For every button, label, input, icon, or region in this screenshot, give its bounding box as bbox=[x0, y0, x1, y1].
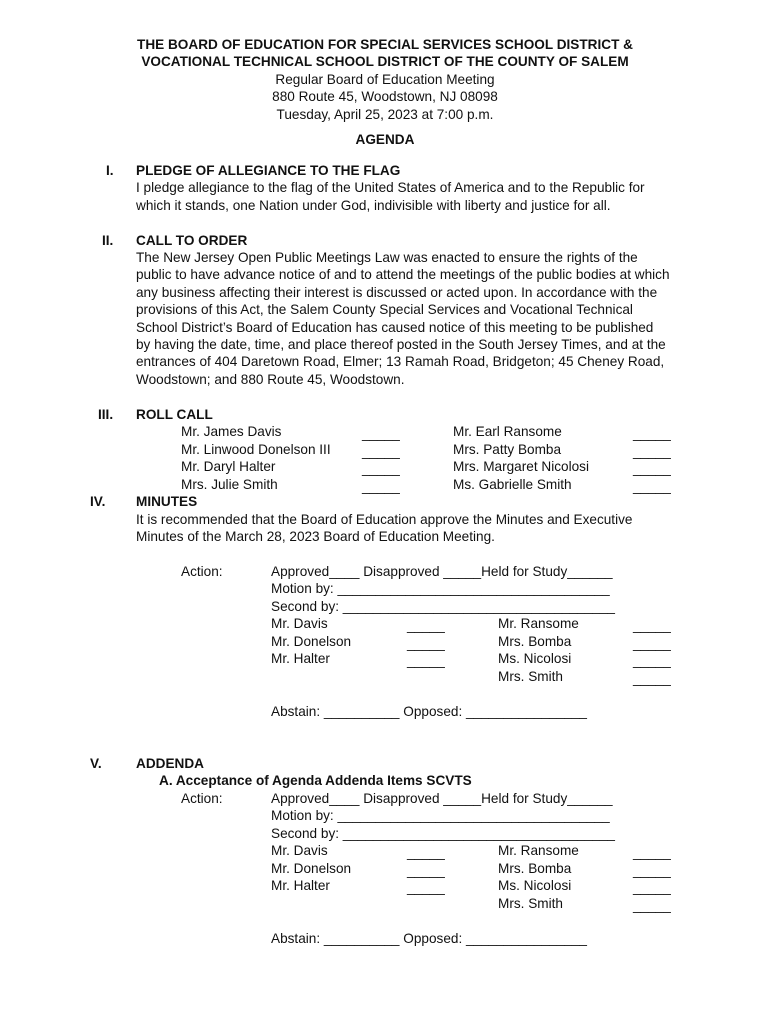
approval-options-line[interactable]: Approved____ Disapproved _____Held for Study______ bbox=[271, 564, 613, 579]
roll-member-name: Mr. James Davis bbox=[181, 424, 282, 439]
vote-member-name: Mr. Ransome bbox=[498, 616, 579, 631]
vote-blank-field[interactable]: _____ bbox=[407, 845, 445, 860]
call-text-line-8: Woodstown; and 880 Route 45, Woodstown. bbox=[136, 372, 405, 387]
document-header bbox=[0, 36, 770, 123]
vote-member-name: Mr. Davis bbox=[271, 616, 328, 631]
call-text-line-3: any business affecting their interest is discussed or acted upon. In accordance with the bbox=[136, 285, 658, 300]
section-title-pledge: PLEDGE OF ALLEGIANCE TO THE FLAG bbox=[136, 163, 401, 178]
section-title-roll-call: ROLL CALL bbox=[136, 407, 213, 422]
second-by-field[interactable]: Second by: ____________________________________ bbox=[271, 826, 615, 841]
vote-blank-field[interactable]: _____ bbox=[633, 636, 671, 651]
section-numeral-addenda: V. bbox=[90, 756, 102, 771]
vote-blank-field[interactable]: _____ bbox=[633, 880, 671, 895]
vote-blank-field[interactable]: _____ bbox=[633, 863, 671, 878]
roll-blank-field[interactable]: _____ bbox=[362, 426, 400, 441]
vote-blank-field[interactable]: _____ bbox=[633, 653, 671, 668]
roll-blank-field[interactable]: _____ bbox=[362, 479, 400, 494]
action-label: Action: bbox=[181, 791, 223, 806]
vote-blank-field[interactable]: _____ bbox=[407, 863, 445, 878]
header-meeting-type: Regular Board of Education Meeting bbox=[275, 71, 495, 87]
roll-blank-field[interactable]: _____ bbox=[633, 461, 671, 476]
roll-member-name: Ms. Gabrielle Smith bbox=[453, 477, 572, 492]
section-numeral-pledge: I. bbox=[106, 163, 114, 178]
vote-blank-field[interactable]: _____ bbox=[633, 671, 671, 686]
vote-blank-field[interactable]: _____ bbox=[407, 653, 445, 668]
vote-blank-field[interactable]: _____ bbox=[407, 618, 445, 633]
vote-member-name: Ms. Nicolosi bbox=[498, 651, 572, 666]
minutes-text-line-2: Minutes of the March 28, 2023 Board of Education Meeting. bbox=[136, 529, 495, 544]
addenda-subtitle: A. Acceptance of Agenda Addenda Items SCVTS bbox=[159, 773, 472, 788]
roll-blank-field[interactable]: _____ bbox=[633, 479, 671, 494]
call-text-line-1: The New Jersey Open Public Meetings Law was enacted to ensure the rights of the bbox=[136, 250, 638, 265]
action-label: Action: bbox=[181, 564, 223, 579]
pledge-text-line-2: which it stands, one Nation under God, indivisible with liberty and justice for all. bbox=[136, 198, 611, 213]
header-district-line-2: VOCATIONAL TECHNICAL SCHOOL DISTRICT OF THE COUNTY OF SALEM bbox=[141, 54, 629, 70]
call-text-line-7: entrances of 404 Daretown Road, Elmer; 13 Ramah Road, Bridgeton; 45 Cheney Road, bbox=[136, 354, 665, 369]
header-date-time: Tuesday, April 25, 2023 at 7:00 p.m. bbox=[276, 106, 494, 122]
roll-blank-field[interactable]: _____ bbox=[362, 444, 400, 459]
section-numeral-call-to-order: II. bbox=[102, 233, 114, 248]
section-title-call-to-order: CALL TO ORDER bbox=[136, 233, 248, 248]
roll-blank-field[interactable]: _____ bbox=[633, 426, 671, 441]
vote-member-name: Mr. Davis bbox=[271, 843, 328, 858]
vote-blank-field[interactable]: _____ bbox=[633, 898, 671, 913]
call-text-line-5: School District’s Board of Education has caused notice of this meeting to be published bbox=[136, 320, 654, 335]
roll-blank-field[interactable]: _____ bbox=[362, 461, 400, 476]
vote-member-name: Mr. Donelson bbox=[271, 634, 352, 649]
vote-member-name: Mr. Donelson bbox=[271, 861, 352, 876]
call-text-line-6: by having the date, time, and place thereof posted in the South Jersey Times, and at the bbox=[136, 337, 666, 352]
roll-member-name: Mr. Earl Ransome bbox=[453, 424, 562, 439]
vote-blank-field[interactable]: _____ bbox=[407, 636, 445, 651]
second-by-field[interactable]: Second by: ____________________________________ bbox=[271, 599, 615, 614]
vote-member-name: Mr. Halter bbox=[271, 878, 330, 893]
vote-member-name: Mrs. Bomba bbox=[498, 861, 572, 876]
roll-member-name: Mrs. Julie Smith bbox=[181, 477, 278, 492]
section-numeral-roll-call: III. bbox=[98, 407, 114, 422]
vote-blank-field[interactable]: _____ bbox=[407, 880, 445, 895]
approval-options-line[interactable]: Approved____ Disapproved _____Held for Study______ bbox=[271, 791, 613, 806]
agenda-title: AGENDA bbox=[355, 132, 415, 147]
vote-member-name: Mrs. Smith bbox=[498, 896, 563, 911]
vote-member-name: Mr. Halter bbox=[271, 651, 330, 666]
vote-member-name: Mr. Ransome bbox=[498, 843, 579, 858]
header-address: 880 Route 45, Woodstown, NJ 08098 bbox=[272, 89, 498, 105]
motion-by-field[interactable]: Motion by: ____________________________________ bbox=[271, 581, 610, 596]
vote-blank-field[interactable]: _____ bbox=[633, 618, 671, 633]
call-text-line-2: public to have advance notice of and to attend the meetings of the public bodies at which bbox=[136, 267, 670, 282]
vote-blank-field[interactable]: _____ bbox=[633, 845, 671, 860]
abstain-opposed-field[interactable]: Abstain: __________ Opposed: ________________ bbox=[271, 704, 587, 719]
roll-member-name: Mrs. Patty Bomba bbox=[453, 442, 562, 457]
section-numeral-minutes: IV. bbox=[90, 494, 106, 509]
pledge-text-line-1: I pledge allegiance to the flag of the United States of America and to the Republic for bbox=[136, 180, 645, 195]
section-title-minutes: MINUTES bbox=[136, 494, 198, 509]
minutes-text-line-1: It is recommended that the Board of Education approve the Minutes and Executive bbox=[136, 512, 633, 527]
abstain-opposed-field[interactable]: Abstain: __________ Opposed: ________________ bbox=[271, 931, 587, 946]
roll-member-name: Mrs. Margaret Nicolosi bbox=[453, 459, 589, 474]
motion-by-field[interactable]: Motion by: ____________________________________ bbox=[271, 808, 610, 823]
roll-member-name: Mr. Linwood Donelson III bbox=[181, 442, 331, 457]
vote-member-name: Mrs. Bomba bbox=[498, 634, 572, 649]
header-district-line-1: THE BOARD OF EDUCATION FOR SPECIAL SERVICES SCHOOL DISTRICT & bbox=[137, 37, 633, 52]
roll-blank-field[interactable]: _____ bbox=[633, 444, 671, 459]
vote-member-name: Ms. Nicolosi bbox=[498, 878, 572, 893]
roll-member-name: Mr. Daryl Halter bbox=[181, 459, 276, 474]
vote-member-name: Mrs. Smith bbox=[498, 669, 563, 684]
section-title-addenda: ADDENDA bbox=[136, 756, 204, 771]
call-text-line-4: provisions of this Act, the Salem County Special Services and Vocational Technical bbox=[136, 302, 633, 317]
